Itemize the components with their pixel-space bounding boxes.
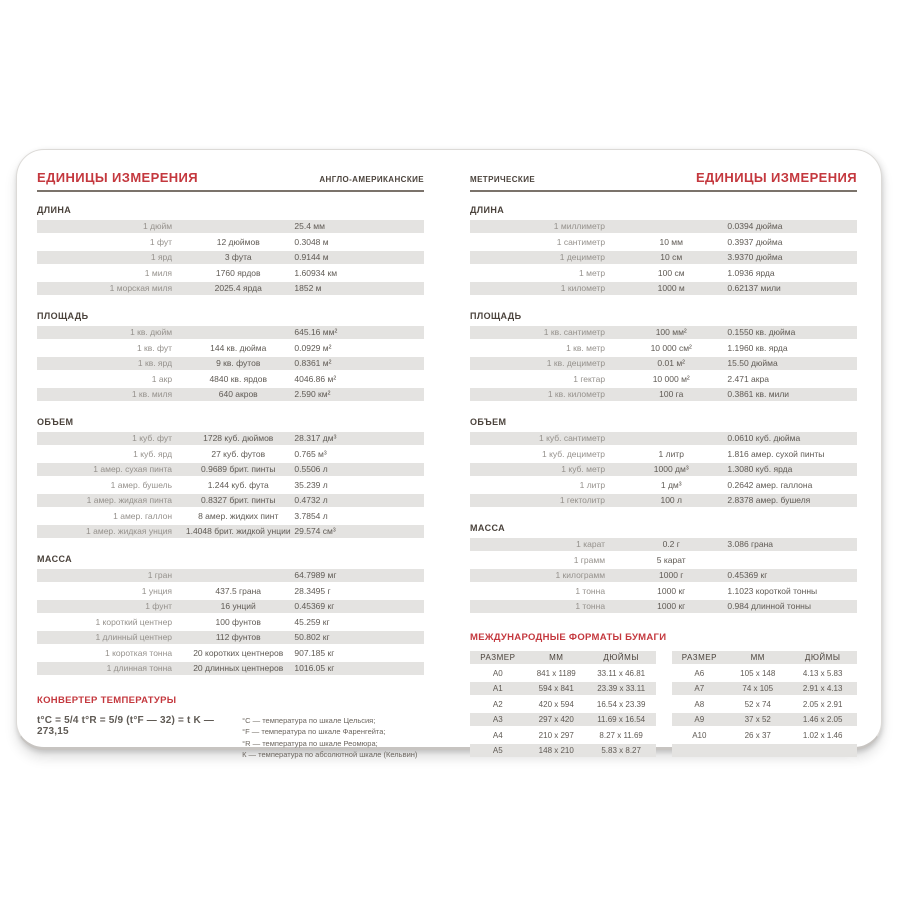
equivalent-cell: 1728 куб. дюймов xyxy=(203,433,274,443)
unit-cell: 1 миллиметр xyxy=(553,221,606,231)
value-cell: 28.3495 г xyxy=(294,585,331,596)
value-cell: 0.3861 кв. мили xyxy=(727,389,790,399)
unit-cell: 1 кв. километр xyxy=(547,389,606,399)
table-row xyxy=(37,525,424,538)
unit-cell: 1 гектар xyxy=(573,373,606,384)
unit-cell: 1 тонна xyxy=(575,585,606,596)
equivalent-cell: 8 амер. жидких пинт xyxy=(198,510,279,521)
unit-cell: 1 гран xyxy=(147,570,173,580)
value-cell: 50.802 кг xyxy=(294,632,330,642)
section-rows xyxy=(470,326,857,401)
unit-cell: 1 кв. метр xyxy=(566,342,606,353)
table-row xyxy=(37,494,424,507)
unit-cell: 1 амер. галлон xyxy=(113,510,173,521)
temperature-legend-line: К — температура по абсолютной шкале (Кельвин) xyxy=(242,749,418,759)
paper-table-row xyxy=(470,698,656,711)
unit-section xyxy=(37,205,424,295)
table-row xyxy=(37,267,424,280)
unit-cell: 1 морская миля xyxy=(109,283,173,293)
table-row xyxy=(37,236,424,249)
table-row xyxy=(470,479,857,492)
table-row xyxy=(470,342,857,355)
value-cell: 0.0394 дюйма xyxy=(727,221,783,231)
equivalent-cell: 1000 г xyxy=(659,570,684,580)
value-cell: 35.239 л xyxy=(294,479,328,490)
paper-header-cell: ММ xyxy=(549,653,564,662)
paper-table-row xyxy=(672,713,858,726)
paper-size-cell: A6 xyxy=(694,668,705,678)
section-rows xyxy=(37,432,424,538)
unit-cell: 1 кв. ярд xyxy=(137,358,173,368)
table-row xyxy=(470,220,857,233)
equivalent-cell: 100 га xyxy=(659,389,684,399)
unit-cell: 1 кв. дециметр xyxy=(546,358,606,368)
section-title: МАССА xyxy=(470,523,506,533)
paper-table-row xyxy=(470,682,656,695)
temperature-formula: t°C = 5/4 t°R = 5/9 (t°F — 32) = t K — 273,15 xyxy=(37,715,215,737)
left-unit-tables xyxy=(37,205,424,675)
equivalent-cell: 10 мм xyxy=(659,236,683,247)
paper-size-cell: A9 xyxy=(694,715,705,724)
paper-inches-cell: 2.91 x 4.13 xyxy=(802,684,843,693)
table-row xyxy=(37,616,424,629)
unit-cell: 1 метр xyxy=(579,267,606,278)
table-row xyxy=(37,569,424,582)
paper-mm-cell xyxy=(727,744,788,757)
table-row xyxy=(470,432,857,445)
unit-section xyxy=(470,417,857,507)
value-cell: 28.317 дм³ xyxy=(294,433,337,443)
equivalent-cell: 1 дм³ xyxy=(660,479,682,490)
paper-formats-title: МЕЖДУНАРОДНЫЕ ФОРМАТЫ БУМАГИ xyxy=(470,632,667,643)
equivalent-cell xyxy=(184,326,292,339)
paper-inches-cell: 1.02 x 1.46 xyxy=(802,730,843,740)
value-cell: 1.60934 км xyxy=(294,267,338,278)
table-row xyxy=(37,432,424,445)
paper-size-cell: A3 xyxy=(492,715,503,724)
temperature-converter xyxy=(37,695,424,760)
paper-table-row xyxy=(470,729,656,742)
paper-size-cell: A1 xyxy=(492,684,503,693)
unit-section xyxy=(37,554,424,675)
paper-inches-cell: 2.05 x 2.91 xyxy=(802,699,843,709)
section-rows xyxy=(37,569,424,675)
unit-cell: 1 гектолитр xyxy=(559,495,606,505)
unit-cell: 1 миля xyxy=(144,267,173,278)
paper-inches-cell: 33.11 x 46.81 xyxy=(597,668,646,678)
unit-cell: 1 куб. фут xyxy=(132,433,173,443)
unit-section xyxy=(37,417,424,538)
unit-section xyxy=(470,205,857,295)
left-page-header xyxy=(37,164,424,185)
section-title: ПЛОЩАДЬ xyxy=(470,311,522,321)
value-cell: 0.62137 мили xyxy=(727,283,781,293)
paper-table-row xyxy=(672,667,858,680)
table-row xyxy=(37,357,424,370)
unit-cell: 1 сантиметр xyxy=(556,236,606,247)
paper-size-cell: A10 xyxy=(692,730,707,740)
right-page xyxy=(470,164,857,755)
paper-table-row xyxy=(672,729,858,742)
table-row xyxy=(470,373,857,386)
paper-mm-cell: 594 x 841 xyxy=(538,684,574,693)
unit-cell: 1 фунт xyxy=(145,601,173,611)
unit-cell: 1 килограмм xyxy=(555,570,606,580)
section-rows xyxy=(37,326,424,401)
paper-mm-cell: 148 x 210 xyxy=(538,746,574,755)
value-cell: 2.8378 амер. бушеля xyxy=(727,495,811,505)
equivalent-cell: 1760 ярдов xyxy=(215,267,261,278)
equivalent-cell xyxy=(617,432,725,445)
unit-cell: 1 грамм xyxy=(573,554,606,565)
unit-cell: 1 кв. фут xyxy=(136,342,173,353)
equivalent-cell: 1000 м xyxy=(657,283,685,293)
value-cell: 645.16 мм² xyxy=(294,327,338,337)
unit-cell: 1 короткий центнер xyxy=(95,616,173,627)
value-cell: 0.45369 кг xyxy=(294,601,335,611)
notebook-spread xyxy=(16,149,882,759)
equivalent-cell: 20 коротких центнеров xyxy=(193,647,284,658)
equivalent-cell: 100 фунтов xyxy=(215,616,261,627)
unit-cell: 1 фут xyxy=(149,236,173,247)
table-row xyxy=(37,463,424,476)
unit-cell: 1 амер. жидкая унция xyxy=(86,526,173,536)
value-cell: 64.7989 мг xyxy=(294,570,337,580)
page-subtitle-anglo-american: АНГЛО-АМЕРИКАНСКИЕ xyxy=(319,175,424,184)
table-row xyxy=(470,554,857,567)
paper-mm-cell: 37 x 52 xyxy=(744,715,771,724)
unit-cell: 1 карат xyxy=(576,539,606,549)
equivalent-cell: 16 унций xyxy=(220,601,256,611)
paper-formats-tables xyxy=(470,651,857,760)
paper-size-cell: A0 xyxy=(492,668,503,678)
value-cell: 15.50 дюйма xyxy=(727,358,778,368)
equivalent-cell: 9 кв. футов xyxy=(216,358,261,368)
paper-size-cell xyxy=(672,744,728,757)
paper-inches-cell: 5.83 x 8.27 xyxy=(601,746,641,755)
paper-inches-cell: 8.27 x 11.69 xyxy=(599,730,643,740)
paper-header-cell: ММ xyxy=(750,653,765,662)
equivalent-cell: 1.244 куб. фута xyxy=(207,479,269,490)
unit-cell: 1 дециметр xyxy=(559,252,606,262)
unit-section xyxy=(470,523,857,613)
paper-table-header-row xyxy=(470,651,656,664)
value-cell: 0.2642 амер. галлона xyxy=(727,479,813,490)
table-row xyxy=(470,388,857,401)
page-title: ЕДИНИЦЫ ИЗМЕРЕНИЯ xyxy=(37,170,199,185)
value-cell: 2.471 акра xyxy=(727,373,769,384)
paper-size-cell: A7 xyxy=(694,684,705,693)
table-row xyxy=(37,251,424,264)
equivalent-cell: 10 000 м² xyxy=(652,373,690,384)
equivalent-cell: 0.8327 брит. пинты xyxy=(201,495,276,505)
table-row xyxy=(470,494,857,507)
paper-inches-cell xyxy=(788,744,857,757)
equivalent-cell: 12 дюймов xyxy=(216,236,260,247)
equivalent-cell: 2025.4 ярда xyxy=(214,283,262,293)
paper-inches-cell: 23.39 x 33.11 xyxy=(597,684,646,693)
paper-mm-cell: 74 x 105 xyxy=(742,684,774,693)
paper-table-row xyxy=(672,744,858,757)
paper-mm-cell: 841 x 1189 xyxy=(536,668,576,678)
unit-cell: 1 унция xyxy=(141,585,173,596)
section-rows xyxy=(37,220,424,295)
temperature-converter-title: КОНВЕРТЕР ТЕМПЕРАТУРЫ xyxy=(37,695,177,706)
table-row xyxy=(37,600,424,613)
temperature-legend xyxy=(242,715,417,760)
section-rows xyxy=(470,220,857,295)
value-cell: 1.816 амер. сухой пинты xyxy=(727,448,825,459)
unit-cell: 1 куб. сантиметр xyxy=(538,433,606,443)
section-title: ДЛИНА xyxy=(470,205,505,215)
value-cell: 0.1550 кв. дюйма xyxy=(727,327,796,337)
table-row xyxy=(470,538,857,551)
equivalent-cell: 112 фунтов xyxy=(215,632,261,642)
paper-formats xyxy=(470,632,857,760)
paper-size-cell: A2 xyxy=(492,699,503,709)
value-cell: 45.259 кг xyxy=(294,616,330,627)
equivalent-cell xyxy=(617,220,725,233)
equivalent-cell: 1.4048 брит. жидкой унции xyxy=(185,526,291,536)
unit-cell: 1 кв. миля xyxy=(131,389,173,399)
table-row xyxy=(37,662,424,675)
table-row xyxy=(470,282,857,295)
section-title: ПЛОЩАДЬ xyxy=(37,311,89,321)
equivalent-cell: 10 см xyxy=(660,252,683,262)
equivalent-cell: 5 карат xyxy=(656,554,686,565)
unit-cell: 1 длинный центнер xyxy=(95,632,173,642)
equivalent-cell: 100 мм² xyxy=(655,327,687,337)
value-cell: 0.984 длинной тонны xyxy=(727,601,811,611)
section-title: МАССА xyxy=(37,554,73,564)
paper-mm-cell: 52 x 74 xyxy=(744,699,771,709)
page-subtitle-metric: МЕТРИЧЕСКИЕ xyxy=(470,175,536,184)
table-row xyxy=(37,510,424,523)
right-page-header xyxy=(470,164,857,185)
unit-cell: 1 длинная тонна xyxy=(106,663,173,673)
section-title: ОБЪЕМ xyxy=(37,417,74,427)
equivalent-cell: 437.5 грана xyxy=(215,585,262,596)
unit-cell: 1 куб. ярд xyxy=(133,448,173,459)
unit-cell: 1 ярд xyxy=(150,252,173,262)
paper-table-row xyxy=(672,682,858,695)
equivalent-cell: 4840 кв. ярдов xyxy=(209,373,268,384)
unit-cell: 1 кв. сантиметр xyxy=(543,327,606,337)
equivalent-cell: 1 литр xyxy=(658,448,684,459)
paper-header-cell: РАЗМЕР xyxy=(480,653,516,662)
table-row xyxy=(470,326,857,339)
equivalent-cell: 20 длинных центнеров xyxy=(193,663,284,673)
equivalent-cell xyxy=(184,569,292,582)
paper-header-cell: ДЮЙМЫ xyxy=(603,653,639,662)
unit-cell: 1 короткая тонна xyxy=(105,647,173,658)
unit-cell: 1 куб. дециметр xyxy=(541,448,606,459)
unit-section xyxy=(470,311,857,401)
equivalent-cell: 27 куб. футов xyxy=(211,448,266,459)
equivalent-cell: 0.01 м² xyxy=(657,358,686,368)
paper-size-cell: A8 xyxy=(694,699,705,709)
table-row xyxy=(37,479,424,492)
table-row xyxy=(470,569,857,582)
temperature-legend-line: °C — температура по шкале Цельсия; xyxy=(242,716,376,725)
paper-size-cell: A5 xyxy=(492,746,503,755)
table-row xyxy=(37,220,424,233)
value-cell: 0.9144 м xyxy=(294,252,329,262)
unit-cell: 1 амер. сухая пинта xyxy=(93,464,173,474)
unit-cell: 1 амер. бушель xyxy=(110,479,173,490)
table-row xyxy=(37,326,424,339)
value-cell xyxy=(725,554,857,567)
value-cell: 0.4732 л xyxy=(294,495,328,505)
header-rule xyxy=(37,190,424,192)
table-row xyxy=(470,600,857,613)
value-cell: 907.185 кг xyxy=(294,647,335,658)
table-row xyxy=(37,373,424,386)
equivalent-cell: 0.2 г xyxy=(662,539,680,549)
paper-mm-cell: 105 x 148 xyxy=(740,668,776,678)
table-row xyxy=(37,388,424,401)
unit-cell: 1 кв. дюйм xyxy=(130,327,173,337)
paper-table-header-row xyxy=(672,651,858,664)
equivalent-cell xyxy=(184,220,292,233)
paper-header-cell: ДЮЙМЫ xyxy=(804,653,841,662)
table-row xyxy=(470,357,857,370)
unit-cell: 1 километр xyxy=(560,283,606,293)
table-row xyxy=(37,342,424,355)
unit-cell: 1 акр xyxy=(151,373,173,384)
temperature-converter-body xyxy=(37,715,424,760)
paper-formats-table-a6-a10 xyxy=(672,651,858,760)
page-title: ЕДИНИЦЫ ИЗМЕРЕНИЯ xyxy=(695,170,857,185)
value-cell: 0.3048 м xyxy=(294,236,329,247)
paper-mm-cell: 26 x 37 xyxy=(744,730,771,740)
equivalent-cell: 1000 дм³ xyxy=(653,464,689,474)
equivalent-cell: 144 кв. дюйма xyxy=(210,342,267,353)
equivalent-cell: 100 л xyxy=(660,495,682,505)
value-cell: 25.4 мм xyxy=(294,221,325,231)
equivalent-cell: 1000 кг xyxy=(657,585,686,596)
paper-formats-table-a0-a5 xyxy=(470,651,656,760)
paper-mm-cell: 210 x 297 xyxy=(538,730,574,740)
paper-mm-cell: 420 x 594 xyxy=(538,699,574,709)
paper-table-row xyxy=(672,698,858,711)
paper-inches-cell: 11.69 x 16.54 xyxy=(597,715,646,724)
table-row xyxy=(470,585,857,598)
value-cell: 0.3937 дюйма xyxy=(727,236,783,247)
value-cell: 1.1023 короткой тонны xyxy=(727,585,818,596)
value-cell: 0.0929 м² xyxy=(294,342,332,353)
equivalent-cell: 0.9689 брит. пинты xyxy=(201,464,276,474)
table-row xyxy=(37,585,424,598)
table-row xyxy=(37,631,424,644)
temperature-legend-line: °R — температура по шкале Реомюра; xyxy=(242,738,378,748)
value-cell: 3.7854 л xyxy=(294,510,328,521)
table-row xyxy=(37,647,424,660)
value-cell: 3.086 грана xyxy=(727,539,774,549)
value-cell: 0.0610 куб. дюйма xyxy=(727,433,801,443)
table-row xyxy=(470,251,857,264)
left-page xyxy=(37,164,424,759)
table-row xyxy=(37,282,424,295)
paper-table-row xyxy=(470,667,656,680)
temperature-legend-line: °F — температура по шкале Фаренгейта; xyxy=(242,727,386,737)
paper-size-cell: A4 xyxy=(492,730,503,740)
value-cell: 4046.86 м² xyxy=(294,373,337,384)
equivalent-cell: 10 000 см² xyxy=(650,342,692,353)
table-row xyxy=(470,236,857,249)
section-rows xyxy=(470,538,857,613)
right-unit-tables xyxy=(470,205,857,613)
section-title: ДЛИНА xyxy=(37,205,72,215)
value-cell: 0.765 м³ xyxy=(294,448,327,459)
paper-inches-cell: 1.46 x 2.05 xyxy=(802,715,843,724)
unit-cell: 1 амер. жидкая пинта xyxy=(86,495,173,505)
unit-cell: 1 куб. метр xyxy=(561,464,606,474)
value-cell: 1016.05 кг xyxy=(294,663,335,673)
paper-header-cell: РАЗМЕР xyxy=(681,653,717,662)
paper-mm-cell: 297 x 420 xyxy=(538,715,574,724)
value-cell: 1.1960 кв. ярда xyxy=(727,342,788,353)
equivalent-cell: 3 фута xyxy=(224,252,252,262)
paper-inches-cell: 16.54 x 23.39 xyxy=(596,699,646,709)
equivalent-cell: 1000 кг xyxy=(657,601,686,611)
unit-cell: 1 дюйм xyxy=(143,221,173,231)
value-cell: 0.5506 л xyxy=(294,464,328,474)
paper-table-row xyxy=(470,713,656,726)
table-row xyxy=(37,448,424,461)
value-cell: 0.45369 кг xyxy=(727,570,768,580)
value-cell: 29.574 см³ xyxy=(294,526,336,536)
unit-cell: 1 тонна xyxy=(575,601,606,611)
paper-table-row xyxy=(470,744,656,757)
value-cell: 2.590 км² xyxy=(294,389,331,399)
equivalent-cell: 640 акров xyxy=(218,389,258,399)
table-row xyxy=(470,448,857,461)
table-row xyxy=(470,463,857,476)
section-title: ОБЪЕМ xyxy=(470,417,507,427)
header-rule xyxy=(470,190,857,192)
value-cell: 3.9370 дюйма xyxy=(727,252,783,262)
paper-inches-cell: 4.13 x 5.83 xyxy=(802,668,843,678)
equivalent-cell: 100 см xyxy=(657,267,685,278)
section-rows xyxy=(470,432,857,507)
unit-section xyxy=(37,311,424,401)
unit-cell: 1 литр xyxy=(579,479,606,490)
value-cell: 1.0936 ярда xyxy=(727,267,775,278)
value-cell: 1.3080 куб. ярда xyxy=(727,464,793,474)
value-cell: 1852 м xyxy=(294,283,322,293)
value-cell: 0.8361 м² xyxy=(294,358,332,368)
table-row xyxy=(470,267,857,280)
